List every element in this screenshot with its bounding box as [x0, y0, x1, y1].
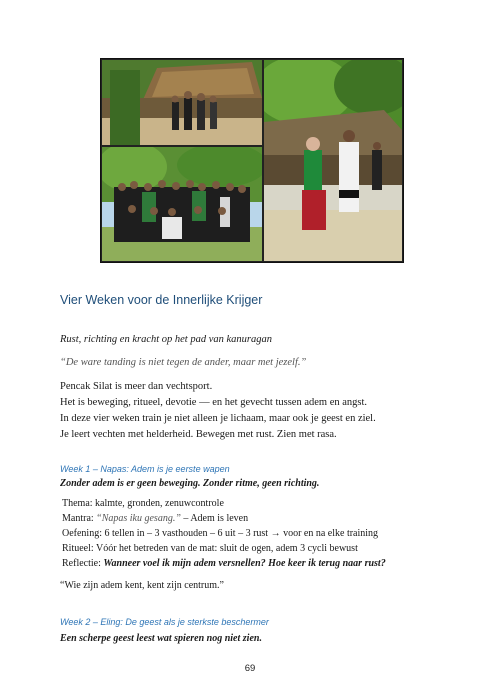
photo-collage	[100, 58, 404, 263]
intro-line: Het is beweging, ritueel, devotie — en het gevecht tussen adem en angst.	[60, 397, 368, 408]
week-1-mantra	[62, 513, 248, 524]
chapter-subtitle: Rust, richting en kracht op het pad van kanuragan	[60, 334, 273, 345]
chapter-title: Vier Weken voor de Innerlijke Krijger	[60, 293, 263, 307]
photo-sparring-pair	[264, 60, 402, 261]
reflectie-label: Reflectie:	[62, 558, 104, 569]
week-2-lead: Een scherpe geest leest wat spieren nog niet zien.	[60, 633, 262, 644]
week-1-heading: Week 1 – Napas: Adem is je eerste wapen	[60, 464, 230, 474]
intro-line: In deze vier weken train je niet alleen je lichaam, maar ook je geest en ziel.	[60, 413, 376, 424]
week-1-reflectie	[62, 558, 386, 569]
week-1-oefening: Oefening: 6 tellen in – 3 vasthouden – 6 uit – 3 rust → voor en na elke training	[62, 528, 379, 539]
week-2-heading: Week 2 – Eling: De geest als je sterkste beschermer	[60, 617, 269, 627]
intro-line: Pencak Silat is meer dan vechtsport.	[60, 381, 213, 392]
week-1-lead: Zonder adem is er geen beweging. Zonder ritme, geen richting.	[60, 478, 320, 489]
mantra-label: Mantra:	[62, 513, 97, 524]
week-1-thema: Thema: kalmte, gronden, zenuwcontrole	[62, 498, 224, 509]
week-1-closing-quote: “Wie zijn adem kent, kent zijn centrum.”	[60, 580, 224, 591]
mantra-meaning: – Adem is leven	[180, 513, 249, 524]
photo-training-under-hut	[102, 60, 262, 145]
page-number: 69	[244, 663, 256, 674]
mantra-quote: “Napas iku gesang.”	[96, 513, 181, 524]
photo-group-portrait	[102, 147, 262, 261]
reflectie-question: Wanneer voel ik mijn adem versnellen? Hoe keer ik terug naar rust?	[103, 558, 386, 569]
week-1-ritueel: Ritueel: Vóór het betreden van de mat: sluit de ogen, adem 3 cycli bewust	[62, 543, 358, 554]
chapter-quote: “De ware tanding is niet tegen de ander, maar met jezelf.”	[60, 357, 307, 368]
intro-line: Je leert vechten met helderheid. Bewegen met rust. Zien met rasa.	[60, 429, 337, 440]
